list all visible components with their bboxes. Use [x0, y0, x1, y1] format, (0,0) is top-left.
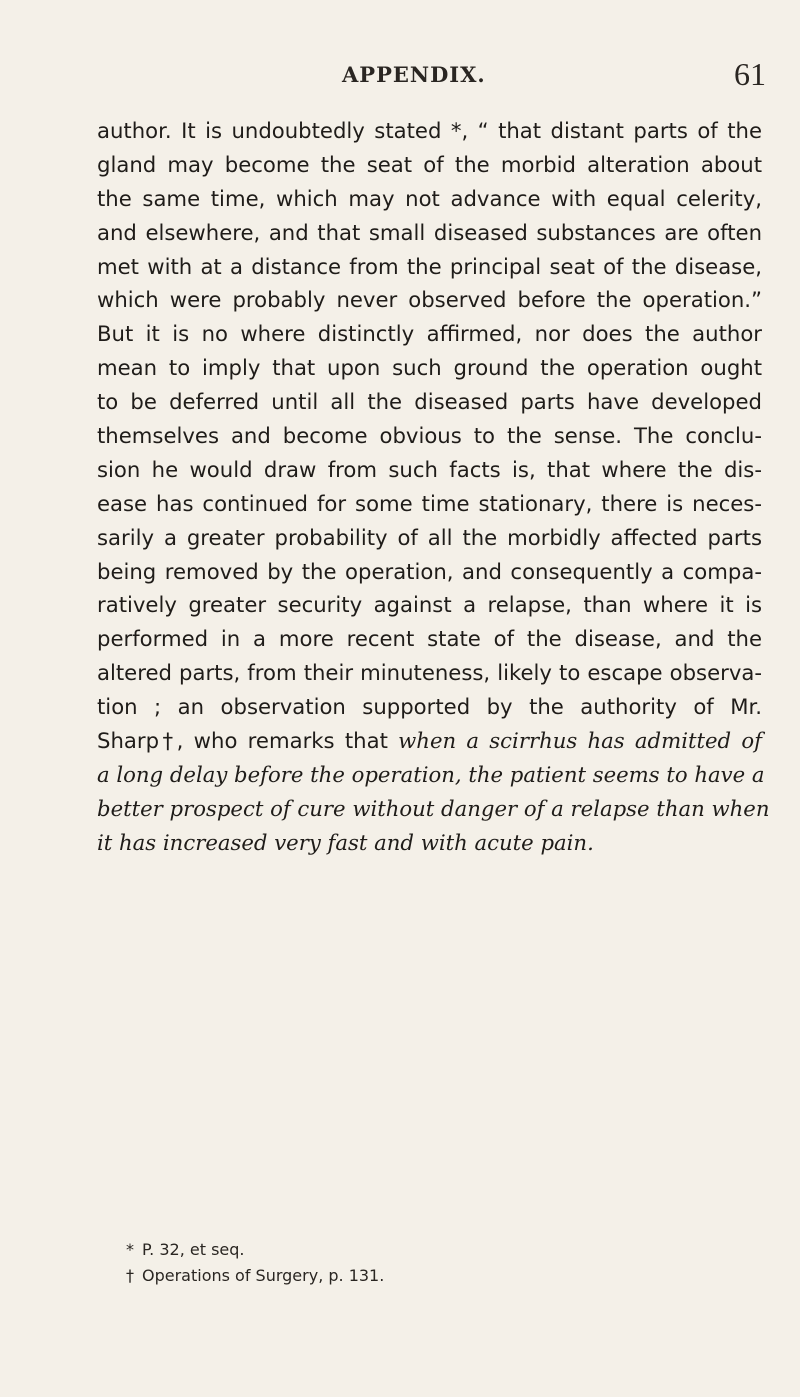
text-line: met with at a distance from the principal seat of the disease, — [97, 253, 762, 279]
text-line: the same time, which may not advance with equal celerity, — [97, 185, 762, 211]
footnote — [126, 1237, 626, 1263]
text-line: But it is no where distinctly affirmed, nor does the author — [97, 321, 762, 347]
footnote-mark: † — [126, 1266, 134, 1285]
running-head — [262, 56, 766, 96]
text-line: tion ; an observation supported by the authority of Mr. — [97, 694, 762, 720]
text-line: sarily a greater probability of all the morbidly affected parts — [97, 524, 762, 550]
footnote — [126, 1263, 626, 1289]
text-line: author. It is undoubtedly stated *, “ that distant parts of the — [97, 118, 762, 143]
page-number: 61 — [734, 56, 766, 92]
footnote-text: Operations of Surgery, p. 131. — [142, 1266, 385, 1285]
text-line: gland may become the seat of the morbid alteration about — [97, 151, 762, 177]
quoted-italic-text: when a scirrhus has admitted of — [398, 728, 762, 754]
text-line: ratively greater security against a relapse, than where it is — [97, 592, 762, 618]
text-line: which were probably never observed before the operation.” — [97, 287, 762, 313]
text-line: altered parts, from their minuteness, likely to escape observa- — [97, 660, 762, 686]
footnotes — [126, 1237, 626, 1289]
text-line: themselves and become obvious to the sense. The conclu- — [97, 423, 762, 449]
text-line: mean to imply that upon such ground the operation ought — [97, 355, 762, 381]
text-line: to be deferred until all the diseased parts have developed — [97, 389, 762, 415]
running-title: APPENDIX. — [342, 62, 486, 87]
quoted-italic-line: it has increased very fast and with acute pain. — [97, 829, 594, 855]
text-line: ease has continued for some time stationary, there is neces- — [97, 490, 762, 516]
text-line-mixed — [97, 724, 762, 758]
quoted-italic-line: better prospect of cure without danger of a relapse than when — [97, 795, 770, 821]
body-text — [97, 114, 770, 860]
quoted-italic-line: a long delay before the operation, the patient seems to have a — [97, 761, 765, 787]
footnote-text: P. 32, et seq. — [142, 1240, 245, 1259]
text-line-roman: Sharp†, who remarks that — [97, 728, 388, 754]
text-line: being removed by the operation, and consequently a compa- — [97, 558, 762, 584]
text-line: sion he would draw from such facts is, that where the dis- — [97, 456, 762, 482]
text-line: and elsewhere, and that small diseased substances are often — [97, 219, 762, 245]
footnote-mark: * — [126, 1240, 134, 1259]
text-line: performed in a more recent state of the disease, and the — [97, 626, 762, 652]
